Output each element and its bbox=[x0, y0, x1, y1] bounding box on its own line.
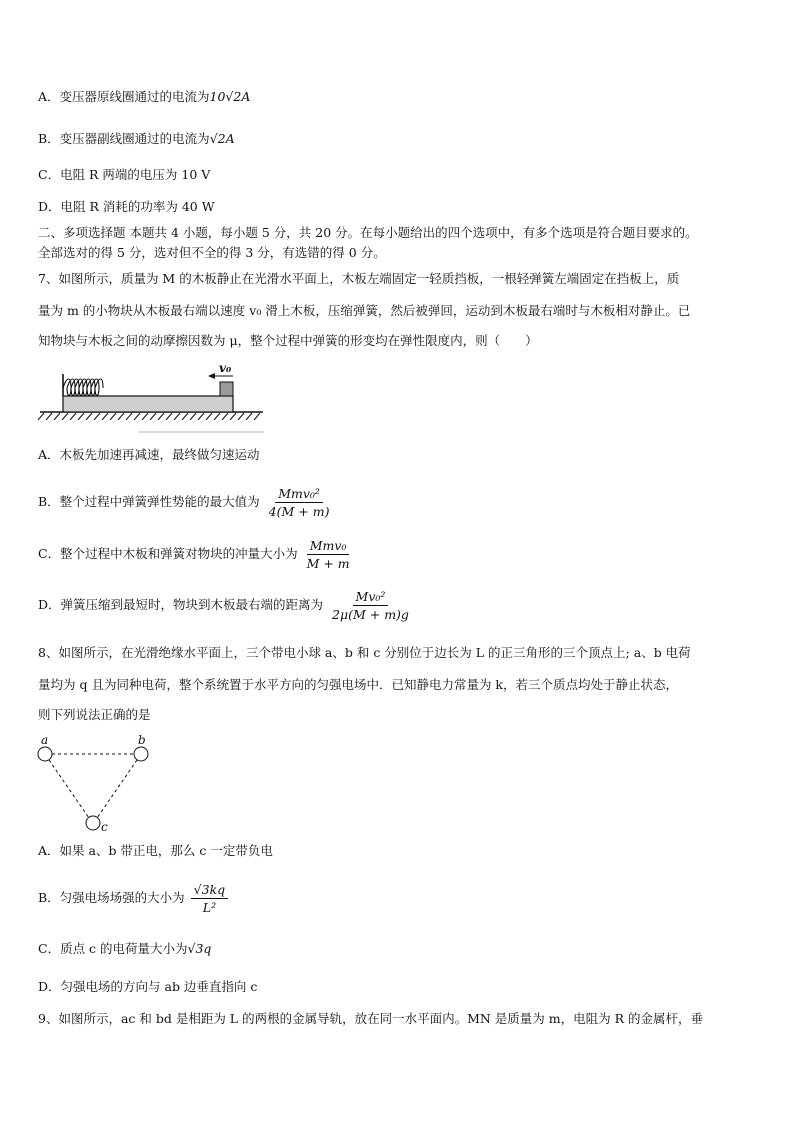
label-c: c bbox=[101, 820, 108, 834]
fraction-denominator: 4(M + m) bbox=[268, 504, 330, 519]
q7-figure-board-spring bbox=[38, 358, 268, 438]
q7-option-d bbox=[38, 588, 412, 622]
option-a-prev bbox=[38, 88, 250, 106]
edge-bc bbox=[97, 760, 137, 818]
section-2-heading-cont: 全部选对的得 5 分，选对但不全的得 3 分，有选错的得 0 分。 bbox=[38, 245, 386, 260]
q7-option-c bbox=[38, 537, 353, 571]
ball-a bbox=[38, 747, 52, 761]
fraction-denominator: L² bbox=[202, 900, 217, 915]
option-text: C．质点 c 的电荷量大小为 bbox=[38, 941, 188, 956]
option-math: 10√2A bbox=[209, 89, 251, 104]
ball-c bbox=[86, 816, 100, 830]
ball-b bbox=[134, 747, 148, 761]
fraction bbox=[329, 589, 412, 622]
section-2-heading: 二、多项选择题 本题共 4 小题，每小题 5 分，共 20 分。在每小题给出的四个选项中，有多个选项是符合题目要求的。 bbox=[38, 225, 698, 240]
option-text: D．弹簧压缩到最短时，物块到木板最右端的距离为 bbox=[38, 597, 324, 612]
option-text: C．整个过程中木板和弹簧对物块的冲量大小为 bbox=[38, 546, 298, 561]
option-text: B．匀强电场场强的大小为 bbox=[38, 890, 185, 905]
edge-ac bbox=[49, 760, 89, 818]
q7-stem-line3: 知物块与木板之间的动摩擦因数为 μ，整个过程中弹簧的形变均在弹性限度内，则（ ） bbox=[38, 333, 538, 348]
q7-stem-line2: 量为 m 的小物块从木板最右端以速度 v₀ 滑上木板，压缩弹簧，然后被弹回，运动到木板最右端时与木板相对静止。已 bbox=[38, 303, 691, 318]
option-text: B．整个过程中弹簧弹性势能的最大值为 bbox=[38, 494, 260, 509]
option-text: B．变压器副线圈通过的电流为 bbox=[38, 131, 210, 146]
label-a: a bbox=[41, 733, 49, 747]
ground-hatching bbox=[38, 412, 264, 432]
q8-option-d: D．匀强电场的方向与 ab 边垂直指向 c bbox=[38, 979, 258, 994]
option-math: √3q bbox=[187, 941, 212, 956]
fraction bbox=[304, 538, 353, 571]
option-b-prev bbox=[38, 130, 235, 148]
fraction-numerator: Mv₀² bbox=[353, 589, 389, 606]
fraction-denominator: 2μ(M + m)g bbox=[332, 607, 409, 622]
fraction bbox=[191, 882, 229, 915]
fraction-numerator: Mmv₀ bbox=[307, 538, 350, 555]
fraction-denominator: M + m bbox=[306, 556, 350, 571]
wooden-board bbox=[63, 396, 233, 412]
q8-option-a: A．如果 a、b 带正电，那么 c 一定带负电 bbox=[38, 843, 273, 858]
option-math: √2A bbox=[209, 131, 235, 146]
option-text: A．变压器原线圈通过的电流为 bbox=[38, 89, 210, 104]
option-d-prev: D．电阻 R 消耗的功率为 40 W bbox=[38, 199, 215, 214]
q7-option-b bbox=[38, 485, 332, 519]
label-b: b bbox=[138, 733, 146, 747]
velocity-label: v₀ bbox=[219, 361, 232, 375]
spring bbox=[63, 379, 103, 396]
fraction bbox=[266, 486, 333, 519]
fraction-numerator: √3kq bbox=[191, 882, 229, 899]
q8-stem-line3: 则下列说法正确的是 bbox=[38, 707, 151, 722]
q8-option-c bbox=[38, 940, 211, 958]
q7-stem-line1: 7、如图所示，质量为 M 的木板静止在光滑水平面上，木板左端固定一轻质挡板，一根轻弹簧左端固定在挡板上，质 bbox=[38, 271, 680, 286]
q9-stem-line1: 9、如图所示，ac 和 bd 是相距为 L 的两根的金属导轨，放在同一水平面内。MN 是质量为 m，电阻为 R 的金属杆，垂 bbox=[38, 1011, 703, 1026]
fraction-numerator: Mmv₀² bbox=[275, 486, 323, 503]
small-block bbox=[220, 382, 233, 396]
option-c-prev: C．电阻 R 两端的电压为 10 V bbox=[38, 167, 211, 182]
q8-stem-line2: 量均为 q 且为同种电荷，整个系统置于水平方向的匀强电场中．已知静电力常量为 k，若三个质点均处于静止状态， bbox=[38, 677, 678, 692]
q8-figure-triangle bbox=[30, 732, 170, 836]
q8-stem-line1: 8、如图所示，在光滑绝缘水平面上，三个带电小球 a、b 和 c 分别位于边长为 L 的正三角形的三个顶点上; a、b 电荷 bbox=[38, 645, 691, 660]
q7-option-a: A．木板先加速再减速，最终做匀速运动 bbox=[38, 447, 260, 462]
q8-option-b bbox=[38, 880, 228, 916]
